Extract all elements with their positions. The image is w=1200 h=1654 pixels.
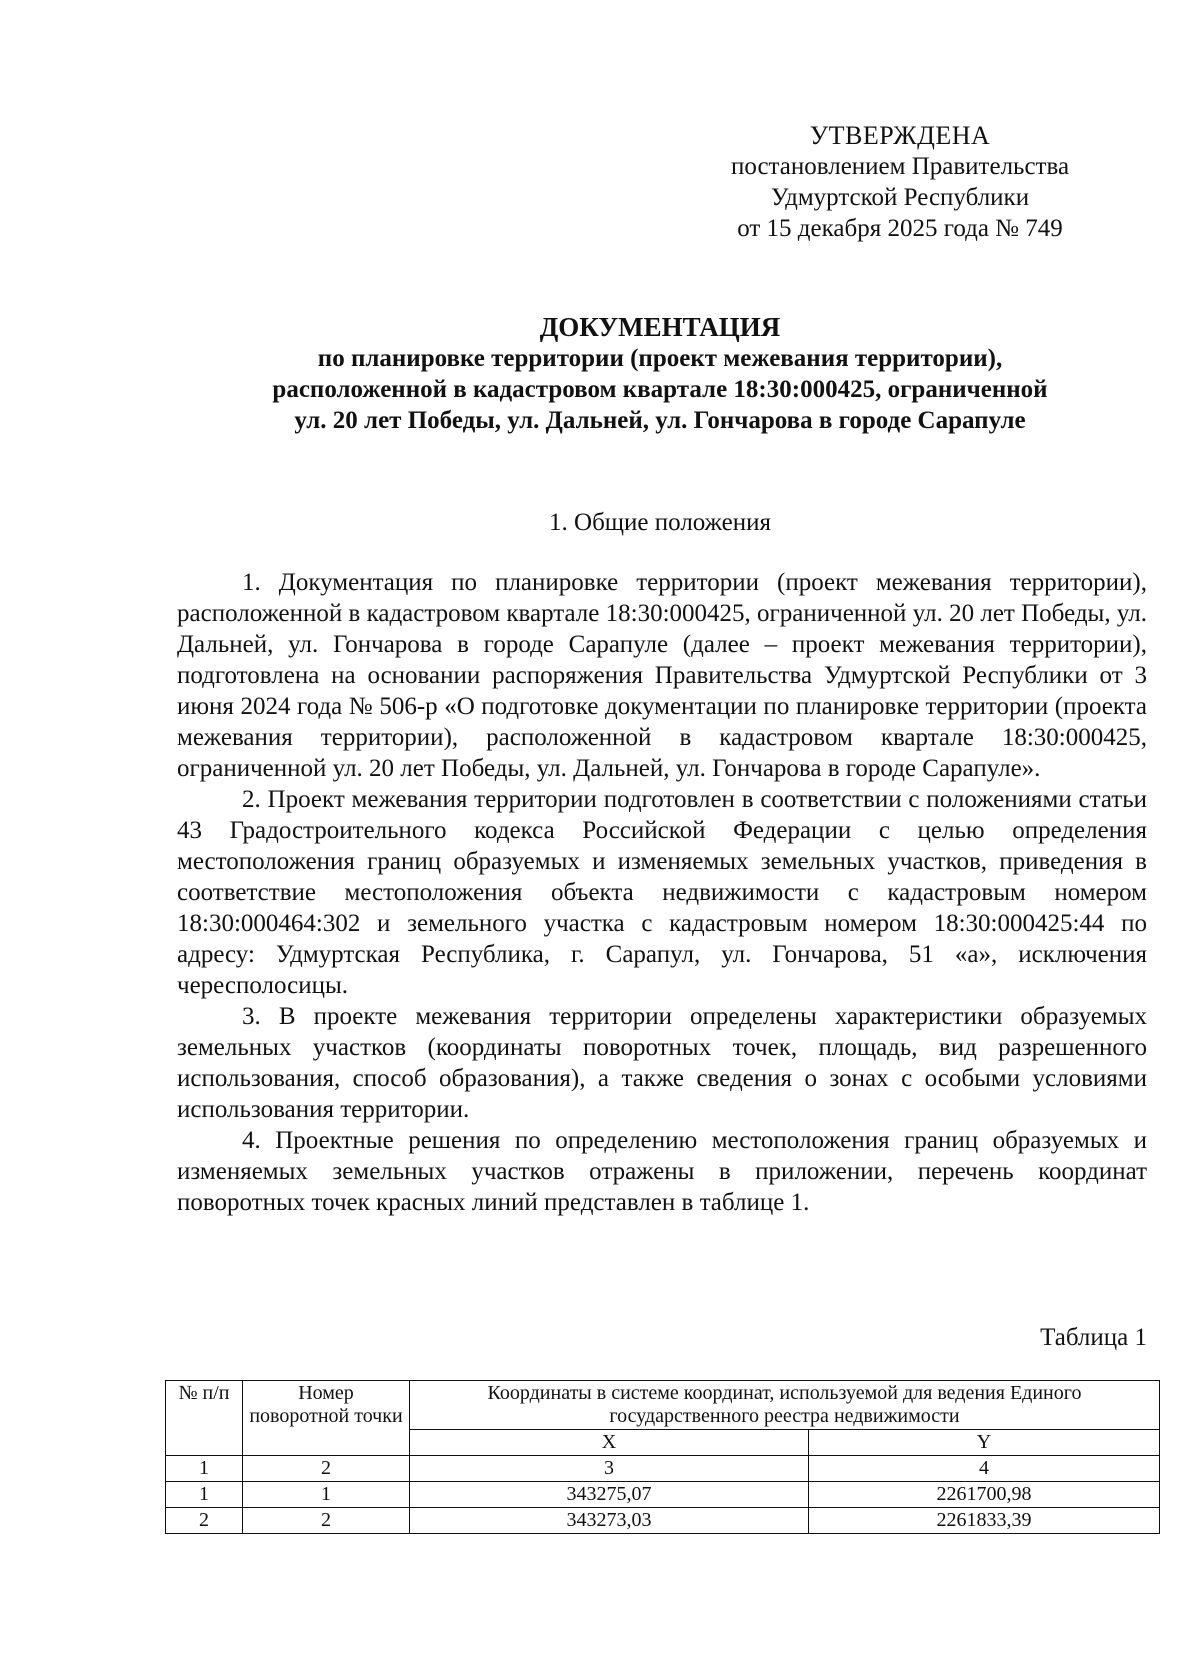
section-heading: 1. Общие положения — [549, 509, 771, 536]
approval-stamp — [690, 120, 1110, 244]
paragraph-4: 4. Проектные решения по определению местоположения границ образуемых и изменяемых земельных участков отражены в приложении, перечень координат поворотных точек красных линий представлен в таблице 1. — [177, 1127, 1147, 1216]
table-header-row — [166, 1381, 1160, 1430]
table-cell: 2 — [243, 1456, 410, 1482]
coordinates-table — [165, 1380, 1160, 1534]
approval-line-3: от 15 декабря 2025 года № 749 — [737, 215, 1063, 242]
paragraph-3: 3. В проекте межевания территории определены характеристики образуемых земельных участков (координаты поворотных точек, площадь, вид разрешенного использования, способ образования), а также сведения о зонах с особыми условиями использования территории. — [177, 1003, 1147, 1123]
approval-heading: УТВЕРЖДЕНА — [809, 121, 991, 150]
table-cell: 343273,03 — [410, 1508, 809, 1534]
paragraph-2: 2. Проект межевания территории подготовлен в соответствии с положениями статьи 43 Градостроительного кодекса Российской Федерации с целью определения местоположения границ образуемых и изменяемых земельных участков, приведения в соответствие местоположения объекта недвижимости с кадастровым номером 18:30:000464:302 и земельного участка с кадастровым номером 18:30:000425:44 по адресу: Удмуртская Республика, г. Сарапул, ул. Гончарова, 51 «а», исключения чересполосицы. — [177, 786, 1147, 999]
header-point: Номер поворотной точки — [243, 1381, 410, 1456]
table-caption: Таблица 1 — [1040, 1324, 1147, 1351]
table-cell: 2261833,39 — [809, 1508, 1160, 1534]
table-cell: 2 — [243, 1508, 410, 1534]
title-line-2: расположенной в кадастровом квартале 18:30:000425, ограниченной — [272, 376, 1048, 403]
table-row — [166, 1482, 1160, 1508]
table-cell: 1 — [243, 1482, 410, 1508]
table-cell: 1 — [166, 1482, 243, 1508]
document-body — [177, 567, 1147, 1218]
title-heading: ДОКУМЕНТАЦИЯ — [539, 312, 781, 342]
table-numbering-row — [166, 1456, 1160, 1482]
table-cell: 2261700,98 — [809, 1482, 1160, 1508]
table-cell: 343275,07 — [410, 1482, 809, 1508]
table-cell: 4 — [809, 1456, 1160, 1482]
table-cell: 1 — [166, 1456, 243, 1482]
header-no: № п/п — [166, 1381, 243, 1456]
table-cell: 2 — [166, 1508, 243, 1534]
title-line-3: ул. 20 лет Победы, ул. Дальней, ул. Гончарова в городе Сарапуле — [294, 407, 1026, 434]
header-coords: Координаты в системе координат, используемой для ведения Единого государственного реестра недвижимости — [410, 1381, 1160, 1430]
header-y: Y — [809, 1430, 1160, 1456]
document-title — [160, 312, 1160, 436]
approval-line-1: постановлением Правительства — [730, 153, 1070, 180]
header-x: X — [410, 1430, 809, 1456]
table-row — [166, 1508, 1160, 1534]
approval-line-2: Удмуртской Республики — [770, 184, 1030, 211]
title-line-1: по планировке территории (проект межевания территории), — [317, 345, 1003, 372]
paragraph-1: 1. Документация по планировке территории (проект межевания территории), расположенной в кадастровом квартале 18:30:000425, ограниченной ул. 20 лет Победы, ул. Дальней, ул. Гончарова в городе Сарапуле (далее – проект межевания территории), подготовлена на основании распоряжения Правительства Удмуртской Республики от 3 июня 2024 года № 506-р «О подготовке документации по планировке территории (проекта межевания территории), расположенной в кадастровом квартале 18:30:000425, ограниченной ул. 20 лет Победы, ул. Дальней, ул. Гончарова в городе Сарапуле». — [177, 569, 1147, 782]
table-cell: 3 — [410, 1456, 809, 1482]
